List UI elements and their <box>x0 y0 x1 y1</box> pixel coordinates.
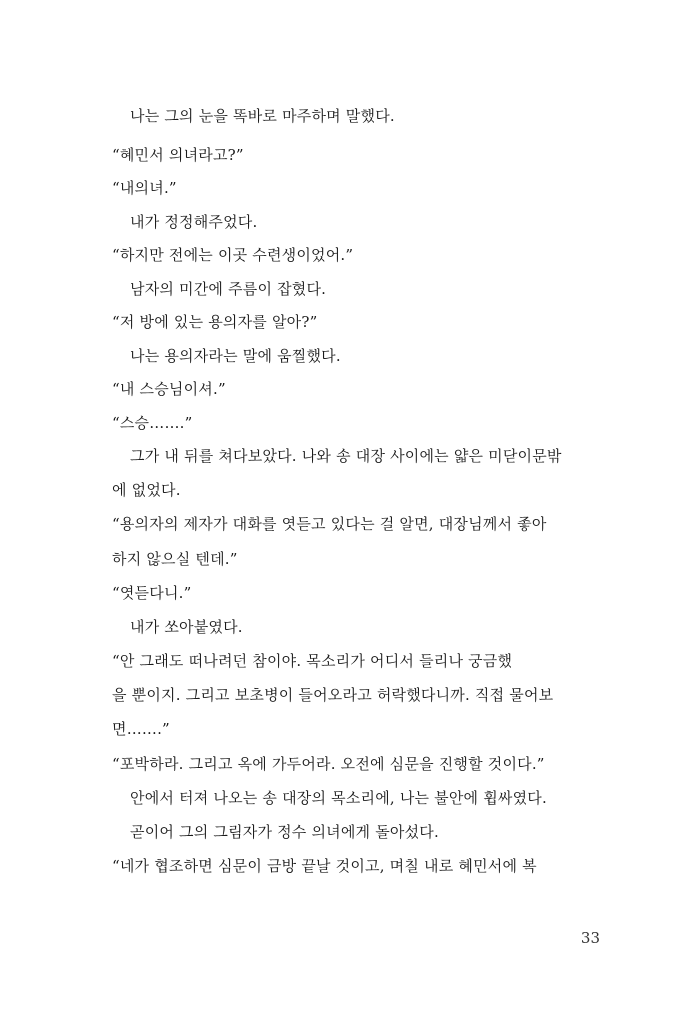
text-line: 면…….” <box>112 720 170 738</box>
page-number: 33 <box>580 929 600 947</box>
text-line: 안에서 터져 나오는 송 대장의 목소리에, 나는 불안에 휩싸였다. <box>130 789 547 807</box>
text-line: “포박하라. 그리고 옥에 가두어라. 오전에 심문을 진행할 것이다.” <box>112 755 545 773</box>
text-line: 하지 않으실 텐데.” <box>112 550 238 568</box>
text-line: “내의녀.” <box>112 179 177 197</box>
text-line: 남자의 미간에 주름이 잡혔다. <box>130 280 327 298</box>
text-line: 내가 정정해주었다. <box>130 213 258 231</box>
text-line: “혜민서 의녀라고?” <box>112 146 244 164</box>
text-line: “하지만 전에는 이곳 수련생이었어.” <box>112 246 354 264</box>
text-line: 에 없었다. <box>112 481 181 499</box>
text-line: “저 방에 있는 용의자를 알아?” <box>112 313 318 331</box>
text-line: “스승…….” <box>112 414 193 432</box>
text-line: “용의자의 제자가 대화를 엿듣고 있다는 걸 알면, 대장님께서 좋아 <box>112 515 547 533</box>
text-line: “안 그래도 떠나려던 참이야. 목소리가 어디서 들리나 궁금했 <box>112 652 513 670</box>
text-line: “네가 협조하면 심문이 금방 끝날 것이고, 며칠 내로 혜민서에 복 <box>112 857 537 875</box>
text-line: 을 뿐이지. 그리고 보초병이 들어오라고 허락했다니까. 직접 물어보 <box>112 686 554 704</box>
text-line: 내가 쏘아붙였다. <box>130 618 243 636</box>
text-line: 곧이어 그의 그림자가 정수 의녀에게 돌아섰다. <box>130 823 439 841</box>
text-line: 나는 용의자라는 말에 움찔했다. <box>130 347 341 365</box>
text-line: 나는 그의 눈을 똑바로 마주하며 말했다. <box>130 107 395 125</box>
text-line: “엿듣다니.” <box>112 584 192 602</box>
text-line: 그가 내 뒤를 쳐다보았다. 나와 송 대장 사이에는 얇은 미닫이문밖 <box>130 447 562 465</box>
text-line: “내 스승님이셔.” <box>112 380 226 398</box>
